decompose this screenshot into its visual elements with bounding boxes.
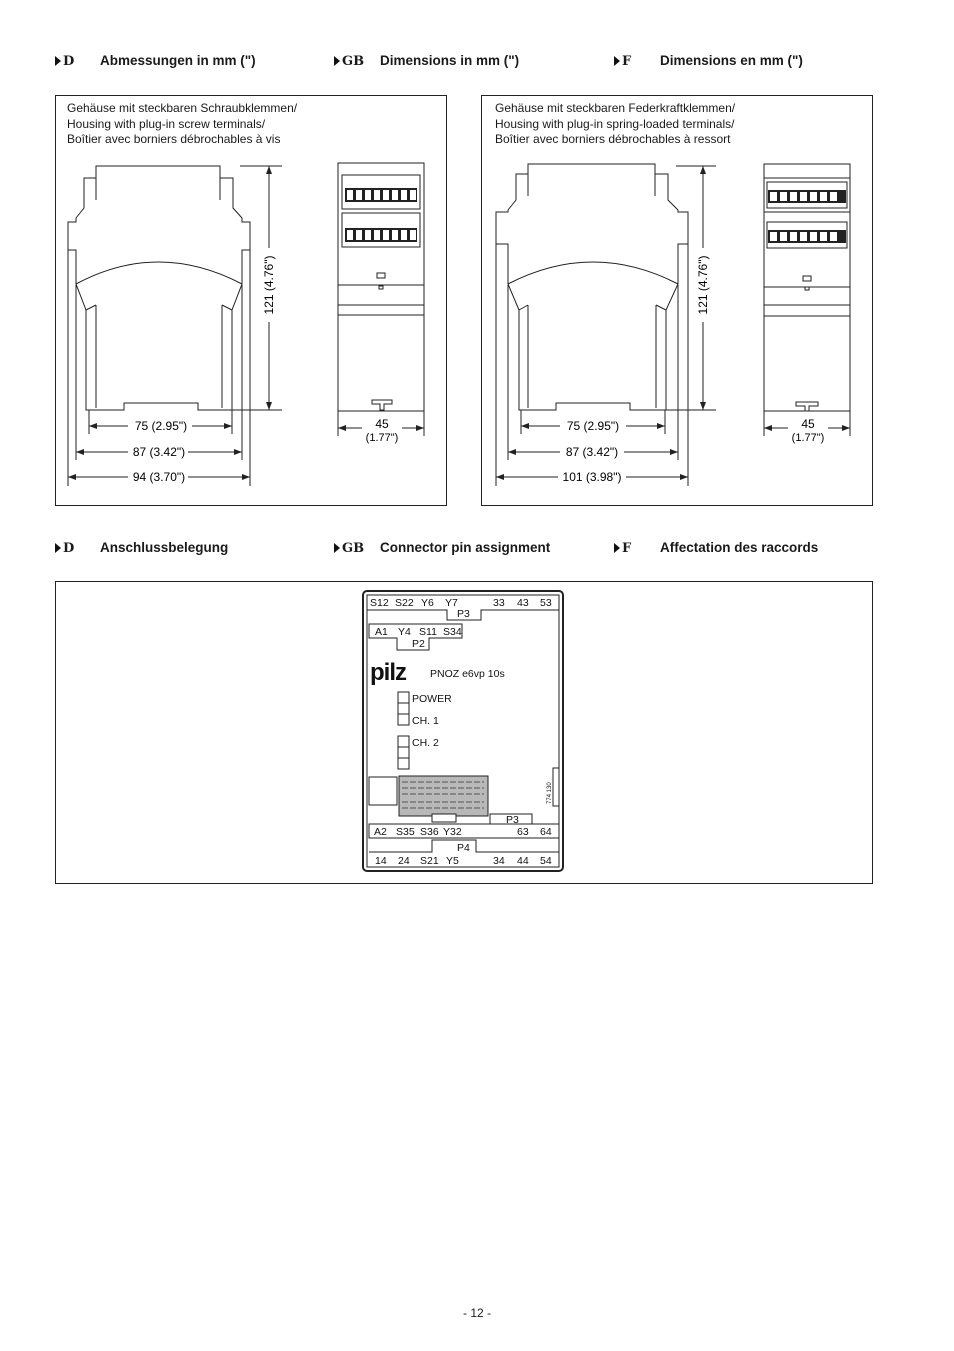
pin-y32: Y32 — [443, 826, 462, 838]
header-dimensions-de: Abmessungen in mm (") — [100, 53, 256, 68]
header-pin-assignment-gb: Connector pin assignment — [380, 540, 551, 555]
pin-54: 54 — [540, 855, 552, 867]
label-p4: P4 — [457, 842, 470, 854]
dim-height-left: 121 (4.76") — [262, 255, 276, 315]
caption-line-fr: Boîtier avec borniers débrochables à vis — [67, 132, 281, 146]
dim-45-right: 45 — [801, 417, 815, 431]
dim-87-left: 87 (3.42") — [132, 445, 186, 459]
header-pin-assignment-fr: Affectation des raccords — [660, 540, 819, 555]
pin-a2: A2 — [374, 826, 387, 838]
model-name: PNOZ e6vp 10s — [430, 668, 505, 680]
dim-45-in-right: (1.77") — [791, 432, 825, 444]
pin-a1: A1 — [375, 626, 388, 638]
led-label-power: POWER — [412, 693, 452, 705]
caption-line-gb: Housing with plug-in screw terminals/ — [67, 116, 266, 131]
lang-marker-d-top: D — [55, 53, 74, 69]
pin-s12: S12 — [370, 597, 389, 609]
pin-s35: S35 — [396, 826, 415, 838]
lang-marker-gb-bottom: GB — [334, 540, 364, 556]
pin-y4: Y4 — [398, 626, 411, 638]
led-label-ch1: CH. 1 — [412, 715, 439, 727]
pin-44: 44 — [517, 855, 529, 867]
header-pin-assignment-de: Anschlussbelegung — [100, 540, 229, 555]
pin-s34: S34 — [443, 626, 462, 638]
pilz-logo: pilz — [370, 659, 406, 686]
pin-34: 34 — [493, 855, 505, 867]
dim-45-in-left: (1.77") — [365, 432, 399, 444]
page-number: - 12 - — [462, 1306, 491, 1320]
pin-33: 33 — [493, 597, 505, 609]
dim-75-left: 75 (2.95") — [134, 419, 188, 433]
pin-14: 14 — [375, 855, 387, 867]
label-p3-bottom: P3 — [506, 814, 519, 826]
pin-64: 64 — [540, 826, 552, 838]
pin-s22: S22 — [395, 597, 414, 609]
header-dimensions-gb: Dimensions in mm (") — [380, 53, 520, 68]
pin-s36: S36 — [420, 826, 439, 838]
pin-24: 24 — [398, 855, 410, 867]
pin-s11: S11 — [419, 626, 437, 638]
caption-line-de: Gehäuse mit steckbaren Federkraftklemmen/ — [495, 101, 736, 115]
pin-s21: S21 — [420, 855, 439, 867]
dim-total-left: 94 (3.70") — [132, 470, 186, 484]
dim-45-left: 45 — [375, 417, 389, 431]
caption-line-fr: Boîtier avec borniers débrochables à ressort — [495, 132, 731, 146]
dim-75-right: 75 (2.95") — [566, 419, 620, 433]
lang-marker-f-bottom: F — [614, 540, 631, 556]
lang-marker-d-bottom: D — [55, 540, 74, 556]
pin-y7: Y7 — [445, 597, 458, 609]
dim-height-right: 121 (4.76") — [696, 255, 710, 315]
pin-63: 63 — [517, 826, 529, 838]
label-p2: P2 — [412, 638, 425, 650]
header-dimensions-fr: Dimensions en mm (") — [660, 53, 803, 68]
led-label-ch2: CH. 2 — [412, 737, 439, 749]
lang-marker-gb-top: GB — [334, 53, 364, 69]
caption-line-de: Gehäuse mit steckbaren Schraubklemmen/ — [67, 101, 298, 115]
pin-53: 53 — [540, 597, 552, 609]
label-p3-top: P3 — [457, 608, 470, 620]
side-code: 774 130 — [547, 782, 553, 804]
pin-43: 43 — [517, 597, 529, 609]
pin-y6: Y6 — [421, 597, 434, 609]
lang-marker-f-top: F — [614, 53, 631, 69]
dim-87-right: 87 (3.42") — [565, 445, 619, 459]
pin-y5: Y5 — [446, 855, 459, 867]
caption-line-gb: Housing with plug-in spring-loaded terminals/ — [495, 116, 735, 131]
dim-total-right: 101 (3.98") — [562, 470, 622, 484]
